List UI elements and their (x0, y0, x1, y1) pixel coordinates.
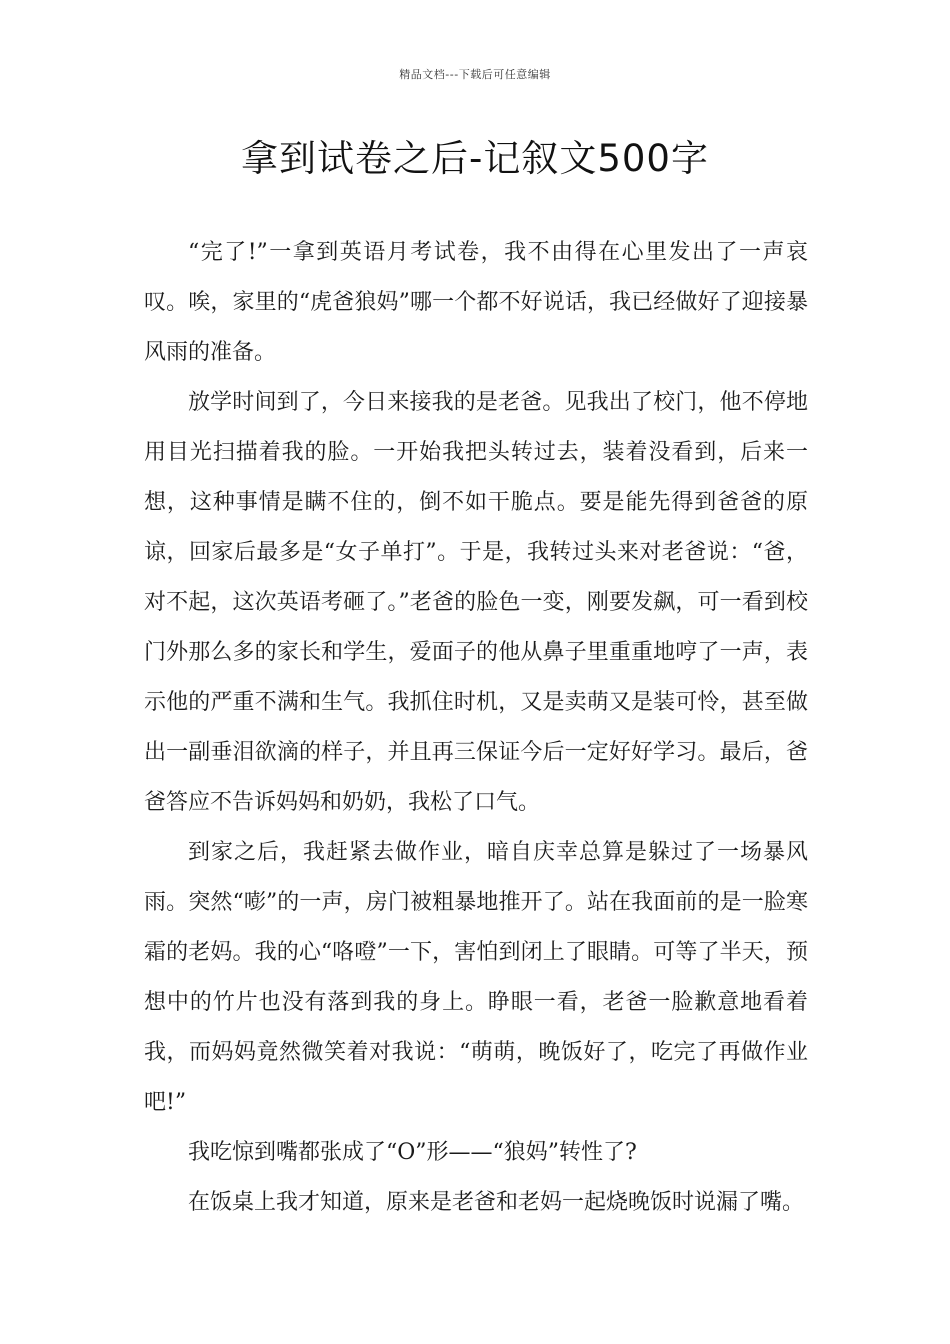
paragraph-2: 放学时间到了，今日来接我的是老爸。见我出了校门，他不停地用目光扫描着我的脸。一开始我把头转过去，装着没看到，后来一想，这种事情是瞒不住的，倒不如干脆点。要是能先得到爸爸的原谅，回家后最多是“女子单打”。于是，我转过头来对老爸说：“爸，对不起，这次英语考砸了。”老爸的脸色一变，刚要发飙，可一看到校门外那么多的家长和学生，爱面子的他从鼻子里重重地哼了一声，表示他的严重不满和生气。我抓住时机，又是卖萌又是装可怜，甚至做出一副垂泪欲滴的样子，并且再三保证今后一定好好学习。最后，爸爸答应不告诉妈妈和奶奶，我松了口气。 (144, 390, 808, 815)
paragraph-4: 我吃惊到嘴都张成了“O”形——“狼妈”转性了? (188, 1140, 637, 1165)
document-title: 拿到试卷之后-记叙文500字 (241, 137, 709, 180)
paragraph-1: “完了!”一拿到英语月考试卷，我不由得在心里发出了一声哀叹。唉，家里的“虎爸狼妈”哪一个都不好说话，我已经做好了迎接暴风雨的准备。 (144, 240, 808, 365)
document-body (144, 228, 808, 1228)
paragraph-5: 在饭桌上我才知道，原来是老爸和老妈一起烧晚饭时说漏了嘴。 (188, 1190, 805, 1215)
page-header-note: 精品文档---下载后可任意编辑 (399, 68, 551, 81)
paragraph-3: 到家之后，我赶紧去做作业，暗自庆幸总算是躲过了一场暴风雨。突然“嘭”的一声，房门被粗暴地推开了。站在我面前的是一脸寒霜的老妈。我的心“咯噔”一下，害怕到闭上了眼睛。可等了半天，预想中的竹片也没有落到我的身上。睁眼一看，老爸一脸歉意地看着我，而妈妈竟然微笑着对我说：“萌萌，晚饭好了，吃完了再做作业吧!” (144, 840, 808, 1115)
